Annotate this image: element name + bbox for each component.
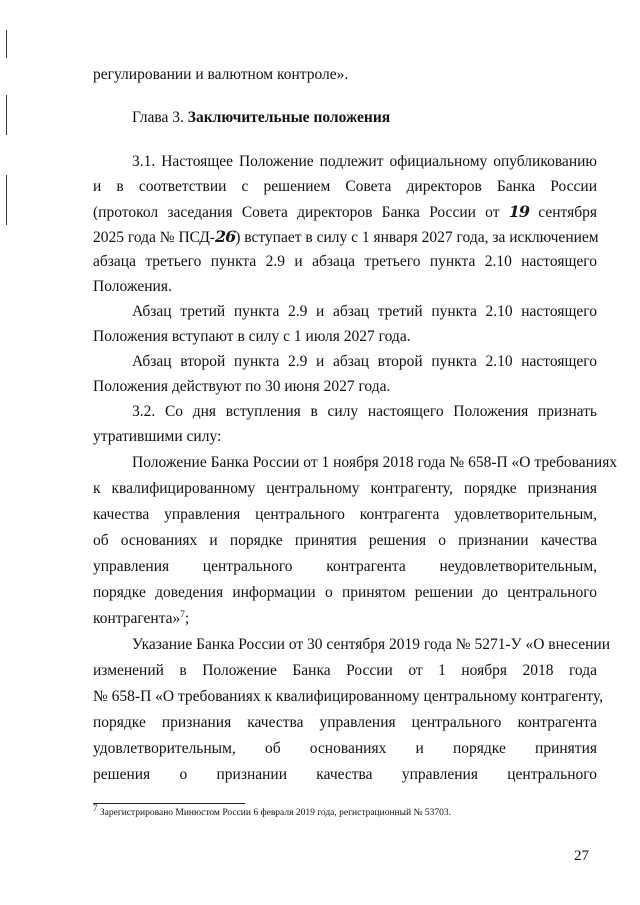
text-line: утратившими силу: <box>93 428 222 445</box>
text-line: изменений в Положение Банка России от 1 ноября 2018 года <box>93 662 597 679</box>
text-line: абзаца третьего пункта 2.9 и абзаца третьего пункта 2.10 настоящего <box>93 253 597 270</box>
text-line <box>93 225 597 250</box>
chapter-title: Заключительные положения <box>187 109 391 126</box>
text-fragment: ) вступает в силу с 1 января 2027 года, за исключением <box>235 229 599 246</box>
text-line: об основаниях и порядке принятия решения о признании качества <box>93 532 597 549</box>
scan-edge-mark <box>6 30 7 58</box>
chapter-heading <box>132 106 636 130</box>
handwritten-day: 19 <box>508 202 530 221</box>
text-line: Абзац третий пункта 2.9 и абзац третий пункта 2.10 настоящего <box>132 303 597 320</box>
text-line: Указание Банка России от 30 сентября 2019 года № 5271-У «О внесении <box>132 636 611 653</box>
text-line: порядке признания качества управления центрального контрагента <box>93 714 597 731</box>
footnote-text: Зарегистрировано Минюстом России 6 февраля 2019 года, регистрационный № 53703. <box>97 808 452 818</box>
text-fragment: 2025 года № ПСД- <box>93 229 215 246</box>
text-line: и в соответствии с решением Совета директоров Банка России <box>93 178 597 195</box>
text-line <box>93 200 597 225</box>
text-line: № 658-П «О требованиях к квалифицированному центральному контрагенту, <box>93 688 604 705</box>
chapter-prefix: Глава 3. <box>132 109 188 126</box>
text-line: решения о признании качества управления центрального <box>93 766 597 783</box>
scan-edge-mark <box>6 95 7 135</box>
text-line: к квалифицированному центральному контрагенту, порядке признания <box>93 480 597 497</box>
text-line <box>93 607 597 631</box>
text-line: 3.2. Со дня вступления в силу настоящего Положения признать <box>132 403 597 420</box>
text-line: качества управления центрального контрагента удовлетворительным, <box>93 506 597 523</box>
text-fragment: ; <box>184 610 190 627</box>
text-fragment: контрагента» <box>93 610 181 627</box>
footnote-reference: 7 <box>180 608 185 619</box>
text-line: управления центрального контрагента неудовлетворительным, <box>93 558 597 575</box>
text-line: порядке доведения информации о принятом решении до центрального <box>93 584 597 601</box>
footnote-separator <box>93 803 245 804</box>
footnote-mark: 7 <box>93 802 98 813</box>
text-line: регулировании и валютном контроле». <box>93 66 349 83</box>
text-line: 3.1. Настоящее Положение подлежит официальному опубликованию <box>132 153 597 170</box>
text-line: Положения действуют по 30 июня 2027 года. <box>93 378 391 395</box>
text-line: удовлетворительным, об основаниях и порядке принятия <box>93 740 597 757</box>
text-line: Положение Банка России от 1 ноября 2018 года № 658-П «О требованиях <box>132 454 618 471</box>
text-line: Положения. <box>93 278 172 295</box>
text-fragment: (протокол заседания Совета директоров Банка России от <box>93 204 509 221</box>
text-line: Положения вступают в силу с 1 июля 2027 года. <box>93 328 411 345</box>
page-number: 27 <box>574 848 589 864</box>
text-line: Абзац второй пункта 2.9 и абзац второй пункта 2.10 настоящего <box>132 353 597 370</box>
footnote <box>93 802 597 820</box>
text-fragment: сентября <box>529 204 597 221</box>
scan-edge-mark <box>6 175 7 225</box>
handwritten-protocol-number: 26 <box>214 227 236 246</box>
